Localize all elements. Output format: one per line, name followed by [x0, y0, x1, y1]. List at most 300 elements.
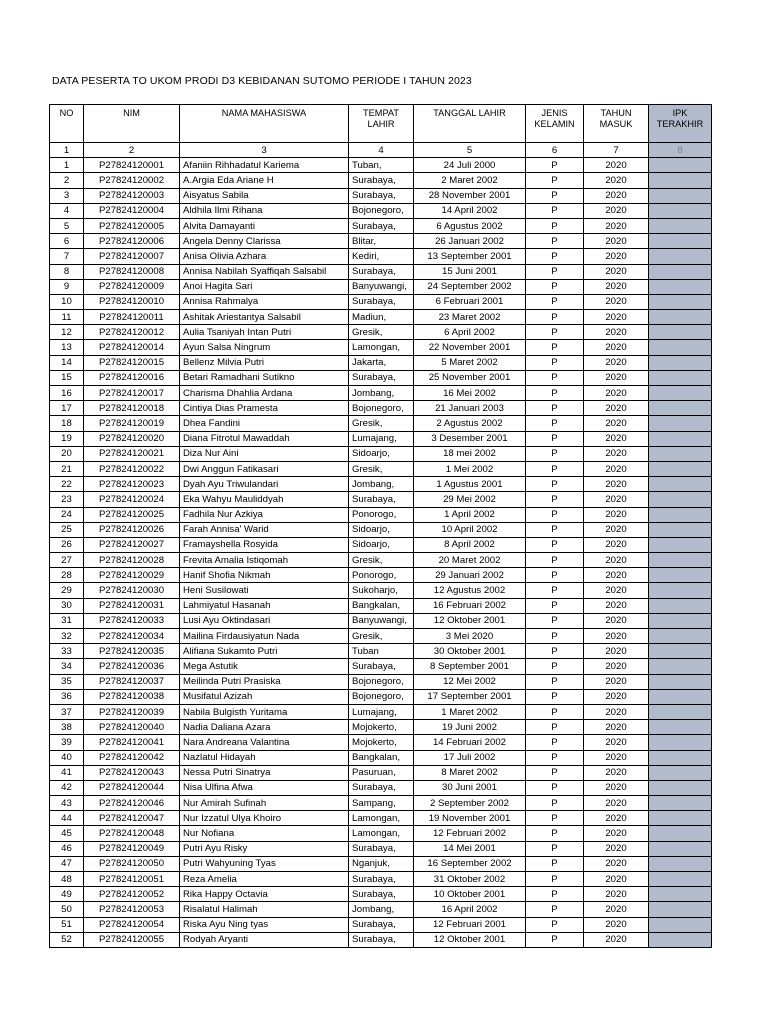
row-no: 37 [50, 704, 84, 719]
row-tempat-lahir: Jombang, [349, 386, 414, 401]
row-tempat-lahir: Surabaya, [349, 659, 414, 674]
row-jenis-kelamin: P [526, 598, 584, 613]
row-ipk-terakhir [649, 659, 712, 674]
row-ipk-terakhir [649, 932, 712, 947]
row-ipk-terakhir [649, 568, 712, 583]
row-nim: P27824120028 [84, 553, 180, 568]
row-nama: Aldhila Ilmi Rihana [180, 203, 349, 218]
row-jenis-kelamin: P [526, 644, 584, 659]
row-no: 22 [50, 477, 84, 492]
row-nama: Meilinda Putri Prasiska [180, 674, 349, 689]
row-nama: Angela Denny Clarissa [180, 234, 349, 249]
row-tempat-lahir: Surabaya, [349, 370, 414, 385]
row-tanggal-lahir: 16 Mei 2002 [414, 386, 526, 401]
row-nim: P27824120041 [84, 735, 180, 750]
row-nim: P27824120039 [84, 704, 180, 719]
row-nim: P27824120055 [84, 932, 180, 947]
header-tahun-masuk: TAHUN MASUK [584, 105, 649, 143]
header-nama: NAMA MAHASISWA [180, 105, 349, 143]
row-tanggal-lahir: 20 Maret 2002 [414, 553, 526, 568]
row-nim: P27824120005 [84, 218, 180, 233]
row-tahun-masuk: 2020 [584, 477, 649, 492]
row-no: 23 [50, 492, 84, 507]
table-row [50, 583, 712, 598]
row-tahun-masuk: 2020 [584, 841, 649, 856]
row-tempat-lahir: Lamongan, [349, 340, 414, 355]
header-row [50, 105, 712, 143]
table-row [50, 158, 712, 173]
row-ipk-terakhir [649, 704, 712, 719]
row-tanggal-lahir: 3 Desember 2001 [414, 431, 526, 446]
row-ipk-terakhir [649, 386, 712, 401]
row-tanggal-lahir: 19 November 2001 [414, 811, 526, 826]
row-ipk-terakhir [649, 841, 712, 856]
row-nama: Afaniin Rihhadatul Kariema [180, 158, 349, 173]
row-ipk-terakhir [649, 887, 712, 902]
row-tempat-lahir: Banyuwangi, [349, 279, 414, 294]
table-row [50, 856, 712, 871]
row-tahun-masuk: 2020 [584, 583, 649, 598]
row-ipk-terakhir [649, 492, 712, 507]
row-tanggal-lahir: 26 Januari 2002 [414, 234, 526, 249]
row-nim: P27824120021 [84, 446, 180, 461]
row-tahun-masuk: 2020 [584, 158, 649, 173]
row-ipk-terakhir [649, 902, 712, 917]
row-jenis-kelamin: P [526, 735, 584, 750]
table-row [50, 887, 712, 902]
row-tanggal-lahir: 12 Oktober 2001 [414, 613, 526, 628]
table-row [50, 477, 712, 492]
row-tanggal-lahir: 19 Juni 2002 [414, 720, 526, 735]
row-tanggal-lahir: 24 Juli 2000 [414, 158, 526, 173]
row-tanggal-lahir: 22 November 2001 [414, 340, 526, 355]
row-ipk-terakhir [649, 249, 712, 264]
row-tahun-masuk: 2020 [584, 856, 649, 871]
row-nim: P27824120002 [84, 173, 180, 188]
row-tahun-masuk: 2020 [584, 887, 649, 902]
row-jenis-kelamin: P [526, 659, 584, 674]
row-no: 42 [50, 780, 84, 795]
row-tanggal-lahir: 16 April 2002 [414, 902, 526, 917]
row-ipk-terakhir [649, 856, 712, 871]
row-tempat-lahir: Jombang, [349, 477, 414, 492]
row-ipk-terakhir [649, 780, 712, 795]
row-jenis-kelamin: P [526, 796, 584, 811]
row-nama: Lusi Ayu Oktindasari [180, 613, 349, 628]
row-jenis-kelamin: P [526, 158, 584, 173]
row-tahun-masuk: 2020 [584, 720, 649, 735]
row-nama: Eka Wahyu Mauliddyah [180, 492, 349, 507]
row-tempat-lahir: Kediri, [349, 249, 414, 264]
row-jenis-kelamin: P [526, 826, 584, 841]
row-nim: P27824120046 [84, 796, 180, 811]
row-jenis-kelamin: P [526, 720, 584, 735]
row-jenis-kelamin: P [526, 887, 584, 902]
row-tempat-lahir: Surabaya, [349, 188, 414, 203]
table-row [50, 218, 712, 233]
row-tempat-lahir: Gresik, [349, 629, 414, 644]
row-no: 32 [50, 629, 84, 644]
row-no: 16 [50, 386, 84, 401]
row-tanggal-lahir: 2 September 2002 [414, 796, 526, 811]
row-tempat-lahir: Banyuwangi, [349, 613, 414, 628]
row-no: 52 [50, 932, 84, 947]
row-no: 48 [50, 872, 84, 887]
row-tahun-masuk: 2020 [584, 796, 649, 811]
column-number: 2 [84, 143, 180, 158]
row-tanggal-lahir: 30 Oktober 2001 [414, 644, 526, 659]
row-nama: Ayun Salsa Ningrum [180, 340, 349, 355]
table-row [50, 674, 712, 689]
row-jenis-kelamin: P [526, 340, 584, 355]
row-nama: Putri Ayu Risky [180, 841, 349, 856]
row-tanggal-lahir: 29 Januari 2002 [414, 568, 526, 583]
row-tempat-lahir: Bojonegoro, [349, 401, 414, 416]
row-tahun-masuk: 2020 [584, 446, 649, 461]
row-tempat-lahir: Gresik, [349, 416, 414, 431]
row-nim: P27824120035 [84, 644, 180, 659]
row-jenis-kelamin: P [526, 218, 584, 233]
row-no: 4 [50, 203, 84, 218]
row-jenis-kelamin: P [526, 902, 584, 917]
row-tempat-lahir: Mojokerto, [349, 720, 414, 735]
row-nim: P27824120037 [84, 674, 180, 689]
row-tempat-lahir: Lamongan, [349, 826, 414, 841]
row-nama: Dyah Ayu Triwulandari [180, 477, 349, 492]
table-row [50, 386, 712, 401]
row-nama: Hanif Shofia Nikmah [180, 568, 349, 583]
table-row [50, 826, 712, 841]
row-tahun-masuk: 2020 [584, 811, 649, 826]
row-jenis-kelamin: P [526, 446, 584, 461]
row-tahun-masuk: 2020 [584, 902, 649, 917]
row-nim: P27824120017 [84, 386, 180, 401]
row-tempat-lahir: Jombang, [349, 902, 414, 917]
row-tahun-masuk: 2020 [584, 294, 649, 309]
row-tanggal-lahir: 6 Agustus 2002 [414, 218, 526, 233]
row-nim: P27824120001 [84, 158, 180, 173]
row-tahun-masuk: 2020 [584, 674, 649, 689]
row-nama: Rika Happy Octavia [180, 887, 349, 902]
row-tempat-lahir: Surabaya, [349, 264, 414, 279]
row-nim: P27824120053 [84, 902, 180, 917]
row-nim: P27824120033 [84, 613, 180, 628]
row-nim: P27824120040 [84, 720, 180, 735]
table-row [50, 325, 712, 340]
row-tanggal-lahir: 1 Maret 2002 [414, 704, 526, 719]
row-tanggal-lahir: 29 Mei 2002 [414, 492, 526, 507]
row-nama: Bellenz Milvia Putri [180, 355, 349, 370]
row-tanggal-lahir: 3 Mei 2020 [414, 629, 526, 644]
row-nama: Risalatul Halimah [180, 902, 349, 917]
row-nama: Charisma Dhahlia Ardana [180, 386, 349, 401]
row-jenis-kelamin: P [526, 431, 584, 446]
row-tempat-lahir: Surabaya, [349, 294, 414, 309]
row-nama: Nur Nofiana [180, 826, 349, 841]
row-nama: Aulia Tsaniyah Intan Putri [180, 325, 349, 340]
row-no: 35 [50, 674, 84, 689]
row-tanggal-lahir: 1 Mei 2002 [414, 461, 526, 476]
row-tanggal-lahir: 17 Juli 2002 [414, 750, 526, 765]
row-tempat-lahir: Madiun, [349, 310, 414, 325]
row-jenis-kelamin: P [526, 416, 584, 431]
table-row [50, 553, 712, 568]
table-row [50, 431, 712, 446]
row-nama: Nur Izzatul Ulya Khoiro [180, 811, 349, 826]
row-tempat-lahir: Surabaya, [349, 780, 414, 795]
table-row [50, 234, 712, 249]
row-tempat-lahir: Sukoharjo, [349, 583, 414, 598]
row-no: 45 [50, 826, 84, 841]
row-no: 30 [50, 598, 84, 613]
row-tempat-lahir: Tuban, [349, 158, 414, 173]
row-nama: Nadia Daliana Azara [180, 720, 349, 735]
row-ipk-terakhir [649, 598, 712, 613]
table-row [50, 279, 712, 294]
row-ipk-terakhir [649, 629, 712, 644]
row-ipk-terakhir [649, 477, 712, 492]
table-row [50, 264, 712, 279]
row-tahun-masuk: 2020 [584, 917, 649, 932]
row-ipk-terakhir [649, 522, 712, 537]
table-row [50, 401, 712, 416]
table-row [50, 704, 712, 719]
row-tahun-masuk: 2020 [584, 203, 649, 218]
table-row [50, 188, 712, 203]
row-tahun-masuk: 2020 [584, 492, 649, 507]
row-ipk-terakhir [649, 917, 712, 932]
row-nim: P27824120020 [84, 431, 180, 446]
row-nim: P27824120014 [84, 340, 180, 355]
row-jenis-kelamin: P [526, 264, 584, 279]
row-ipk-terakhir [649, 689, 712, 704]
row-tanggal-lahir: 12 Agustus 2002 [414, 583, 526, 598]
row-ipk-terakhir [649, 537, 712, 552]
row-no: 1 [50, 158, 84, 173]
row-tahun-masuk: 2020 [584, 234, 649, 249]
row-tanggal-lahir: 16 Februari 2002 [414, 598, 526, 613]
table-row [50, 461, 712, 476]
row-no: 39 [50, 735, 84, 750]
row-nama: Farah Annisa' Warid [180, 522, 349, 537]
row-no: 8 [50, 264, 84, 279]
row-tanggal-lahir: 12 Februari 2002 [414, 826, 526, 841]
row-nama: Nazlatul Hidayah [180, 750, 349, 765]
row-no: 21 [50, 461, 84, 476]
table-row [50, 932, 712, 947]
row-tahun-masuk: 2020 [584, 370, 649, 385]
row-nim: P27824120048 [84, 826, 180, 841]
row-tahun-masuk: 2020 [584, 750, 649, 765]
column-number: 8 [649, 143, 712, 158]
row-tanggal-lahir: 12 Oktober 2001 [414, 932, 526, 947]
table-row [50, 613, 712, 628]
header-tempat-lahir: TEMPAT LAHIR [349, 105, 414, 143]
row-ipk-terakhir [649, 264, 712, 279]
row-tanggal-lahir: 15 Juni 2001 [414, 264, 526, 279]
row-nim: P27824120007 [84, 249, 180, 264]
header-nim: NIM [84, 105, 180, 143]
table-row [50, 492, 712, 507]
row-jenis-kelamin: P [526, 765, 584, 780]
row-tahun-masuk: 2020 [584, 325, 649, 340]
row-tempat-lahir: Surabaya, [349, 932, 414, 947]
row-tempat-lahir: Bangkalan, [349, 750, 414, 765]
row-no: 24 [50, 507, 84, 522]
row-nama: Mailina Firdausiyatun Nada [180, 629, 349, 644]
row-nama: Riska Ayu Ning tyas [180, 917, 349, 932]
row-no: 12 [50, 325, 84, 340]
column-number: 5 [414, 143, 526, 158]
row-nim: P27824120023 [84, 477, 180, 492]
document-title: DATA PESERTA TO UKOM PRODI D3 KEBIDANAN SUTOMO PERIODE I TAHUN 2023 [52, 75, 472, 87]
table-row [50, 568, 712, 583]
row-ipk-terakhir [649, 750, 712, 765]
row-nama: Lahmiyatul Hasanah [180, 598, 349, 613]
row-no: 19 [50, 431, 84, 446]
row-no: 41 [50, 765, 84, 780]
row-jenis-kelamin: P [526, 568, 584, 583]
row-tahun-masuk: 2020 [584, 249, 649, 264]
row-tanggal-lahir: 14 Mei 2001 [414, 841, 526, 856]
row-jenis-kelamin: P [526, 750, 584, 765]
row-tahun-masuk: 2020 [584, 401, 649, 416]
column-number: 1 [50, 143, 84, 158]
row-tanggal-lahir: 21 Januari 2003 [414, 401, 526, 416]
row-jenis-kelamin: P [526, 704, 584, 719]
row-nama: Ashitak Ariestantya Salsabil [180, 310, 349, 325]
row-tanggal-lahir: 25 November 2001 [414, 370, 526, 385]
row-ipk-terakhir [649, 872, 712, 887]
row-nama: Putri Wahyuning Tyas [180, 856, 349, 871]
row-jenis-kelamin: P [526, 841, 584, 856]
row-tempat-lahir: Bangkalan, [349, 598, 414, 613]
row-tanggal-lahir: 30 Juni 2001 [414, 780, 526, 795]
row-nama: Mega Astutik [180, 659, 349, 674]
row-nama: Fadhila Nur Azkiya [180, 507, 349, 522]
row-nama: Annisa Rahmalya [180, 294, 349, 309]
row-jenis-kelamin: P [526, 629, 584, 644]
row-nama: Betari Ramadhani Sutikno [180, 370, 349, 385]
row-tanggal-lahir: 2 Maret 2002 [414, 173, 526, 188]
row-jenis-kelamin: P [526, 583, 584, 598]
row-no: 17 [50, 401, 84, 416]
row-jenis-kelamin: P [526, 613, 584, 628]
row-jenis-kelamin: P [526, 325, 584, 340]
row-tahun-masuk: 2020 [584, 355, 649, 370]
row-nama: Annisa Nabilah Syaffiqah Salsabil [180, 264, 349, 279]
table-row [50, 765, 712, 780]
column-number: 6 [526, 143, 584, 158]
row-tahun-masuk: 2020 [584, 932, 649, 947]
row-nim: P27824120047 [84, 811, 180, 826]
row-tanggal-lahir: 13 September 2001 [414, 249, 526, 264]
table-row [50, 720, 712, 735]
row-nim: P27824120010 [84, 294, 180, 309]
column-number: 7 [584, 143, 649, 158]
row-jenis-kelamin: P [526, 492, 584, 507]
table-row [50, 537, 712, 552]
table-row [50, 644, 712, 659]
table-row [50, 796, 712, 811]
row-jenis-kelamin: P [526, 355, 584, 370]
row-nama: Anoi Hagita Sari [180, 279, 349, 294]
row-nama: Musifatul Azizah [180, 689, 349, 704]
row-jenis-kelamin: P [526, 780, 584, 795]
row-jenis-kelamin: P [526, 203, 584, 218]
row-no: 43 [50, 796, 84, 811]
row-jenis-kelamin: P [526, 811, 584, 826]
row-nama: Aisyatus Sabila [180, 188, 349, 203]
row-no: 20 [50, 446, 84, 461]
row-tahun-masuk: 2020 [584, 704, 649, 719]
table-row [50, 173, 712, 188]
row-nim: P27824120029 [84, 568, 180, 583]
header-no: NO [50, 105, 84, 143]
row-nim: P27824120054 [84, 917, 180, 932]
row-tanggal-lahir: 1 Agustus 2001 [414, 477, 526, 492]
row-tahun-masuk: 2020 [584, 872, 649, 887]
row-ipk-terakhir [649, 370, 712, 385]
row-nim: P27824120042 [84, 750, 180, 765]
row-ipk-terakhir [649, 461, 712, 476]
table-row [50, 917, 712, 932]
header-tanggal-lahir: TANGGAL LAHIR [414, 105, 526, 143]
row-tahun-masuk: 2020 [584, 416, 649, 431]
row-ipk-terakhir [649, 720, 712, 735]
row-nim: P27824120011 [84, 310, 180, 325]
row-nama: Dwi Anggun Fatikasari [180, 461, 349, 476]
row-nim: P27824120019 [84, 416, 180, 431]
row-nim: P27824120018 [84, 401, 180, 416]
row-nim: P27824120027 [84, 537, 180, 552]
row-tahun-masuk: 2020 [584, 310, 649, 325]
row-ipk-terakhir [649, 325, 712, 340]
table-row [50, 780, 712, 795]
row-ipk-terakhir [649, 188, 712, 203]
row-ipk-terakhir [649, 203, 712, 218]
row-ipk-terakhir [649, 158, 712, 173]
row-no: 2 [50, 173, 84, 188]
table-row [50, 689, 712, 704]
row-nim: P27824120025 [84, 507, 180, 522]
table-row [50, 446, 712, 461]
table-row [50, 522, 712, 537]
row-nama: Cintiya Dias Pramesta [180, 401, 349, 416]
row-no: 5 [50, 218, 84, 233]
table-row [50, 310, 712, 325]
row-nama: Diana Fitrotul Mawaddah [180, 431, 349, 446]
row-tempat-lahir: Sampang, [349, 796, 414, 811]
row-tahun-masuk: 2020 [584, 279, 649, 294]
row-nama: Diza Nur Aini [180, 446, 349, 461]
row-tahun-masuk: 2020 [584, 386, 649, 401]
row-no: 14 [50, 355, 84, 370]
row-no: 27 [50, 553, 84, 568]
row-no: 31 [50, 613, 84, 628]
row-nim: P27824120034 [84, 629, 180, 644]
row-tempat-lahir: Ponorogo, [349, 507, 414, 522]
row-jenis-kelamin: P [526, 234, 584, 249]
row-tempat-lahir: Surabaya, [349, 841, 414, 856]
row-ipk-terakhir [649, 401, 712, 416]
row-no: 7 [50, 249, 84, 264]
row-nama: Alvita Damayanti [180, 218, 349, 233]
row-tanggal-lahir: 18 mei 2002 [414, 446, 526, 461]
row-no: 3 [50, 188, 84, 203]
row-ipk-terakhir [649, 234, 712, 249]
row-ipk-terakhir [649, 674, 712, 689]
